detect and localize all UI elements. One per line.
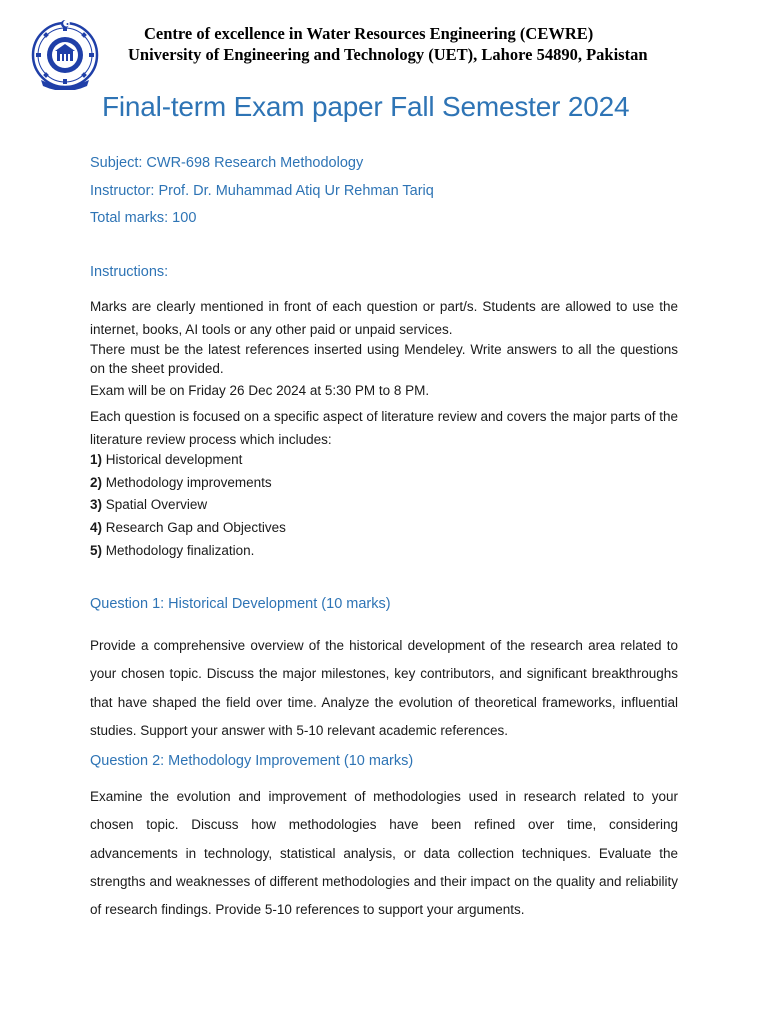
page-title: Final-term Exam paper Fall Semester 2024 — [102, 91, 630, 122]
instructions-paragraph: There must be the latest references inserted using Mendeley. Write answers to all the questions on the sheet provided. — [90, 342, 678, 376]
literature-review-parts-list — [90, 450, 286, 563]
instructions-paragraph: Marks are clearly mentioned in front of each question or part/s. Students are allowed to use the internet, books, AI tools or any other paid or unpaid services. — [90, 299, 678, 337]
question-1-text: Provide a comprehensive overview of the historical development of the research area related to your chosen topic. Discuss the major milestones, key contributors, and significant breakthroughs that have shaped the field over time. Analyze the evolution of theoretical frameworks, influential studies. Support your answer with 5-10 relevant academic references. — [90, 638, 678, 738]
list-item-text: Research Gap and Objectives — [105, 520, 286, 536]
instructions-paragraph: Each question is focused on a specific aspect of literature review and covers the major parts of the literature review process which includes: — [90, 409, 678, 447]
question-2-text: Examine the evolution and improvement of methodologies used in research related to your chosen topic. Discuss how methodologies have been refined over time, considering advancements in technology, statistical analysis, or data collection techniques. Evaluate the strengths and weaknesses of different methodologies and their impact on the quality and reliability of research findings. Provide 5-10 references to support your arguments. — [90, 789, 678, 918]
list-item-number: 4) — [90, 520, 103, 536]
list-item-number: 3) — [90, 497, 103, 513]
list-item-text: Historical development — [105, 452, 243, 467]
question-2-heading: Question 2: Methodology Improvement (10 marks) — [90, 753, 414, 769]
list-item — [90, 450, 286, 473]
question-1-heading: Question 1: Historical Development (10 marks) — [90, 596, 391, 612]
instructions-paragraph: Exam will be on Friday 26 Dec 2024 at 5:30 PM to 8 PM. — [90, 383, 430, 398]
list-item-text: Methodology finalization. — [105, 542, 255, 558]
list-item-number: 5) — [90, 542, 103, 558]
list-item — [90, 473, 286, 496]
institute-name: Centre of excellence in Water Resources Engineering (CEWRE) — [144, 24, 594, 43]
list-item-text: Spatial Overview — [105, 497, 208, 513]
list-item — [90, 518, 286, 541]
total-marks-line: Total marks: 100 — [90, 210, 197, 226]
instructor-line: Instructor: Prof. Dr. Muhammad Atiq Ur Rehman Tariq — [90, 183, 434, 199]
list-item-number: 2) — [90, 474, 103, 490]
list-item — [90, 495, 286, 518]
list-item-text: Methodology improvements — [105, 474, 272, 490]
list-item-number: 1) — [90, 452, 103, 467]
instructions-heading: Instructions: — [90, 264, 169, 280]
subject-line: Subject: CWR-698 Research Methodology — [90, 155, 364, 171]
university-address: University of Engineering and Technology (UET), Lahore 54890, Pakistan — [128, 45, 648, 64]
university-seal-graphic — [31, 18, 99, 90]
university-seal-icon — [31, 18, 99, 90]
list-item — [90, 541, 286, 564]
